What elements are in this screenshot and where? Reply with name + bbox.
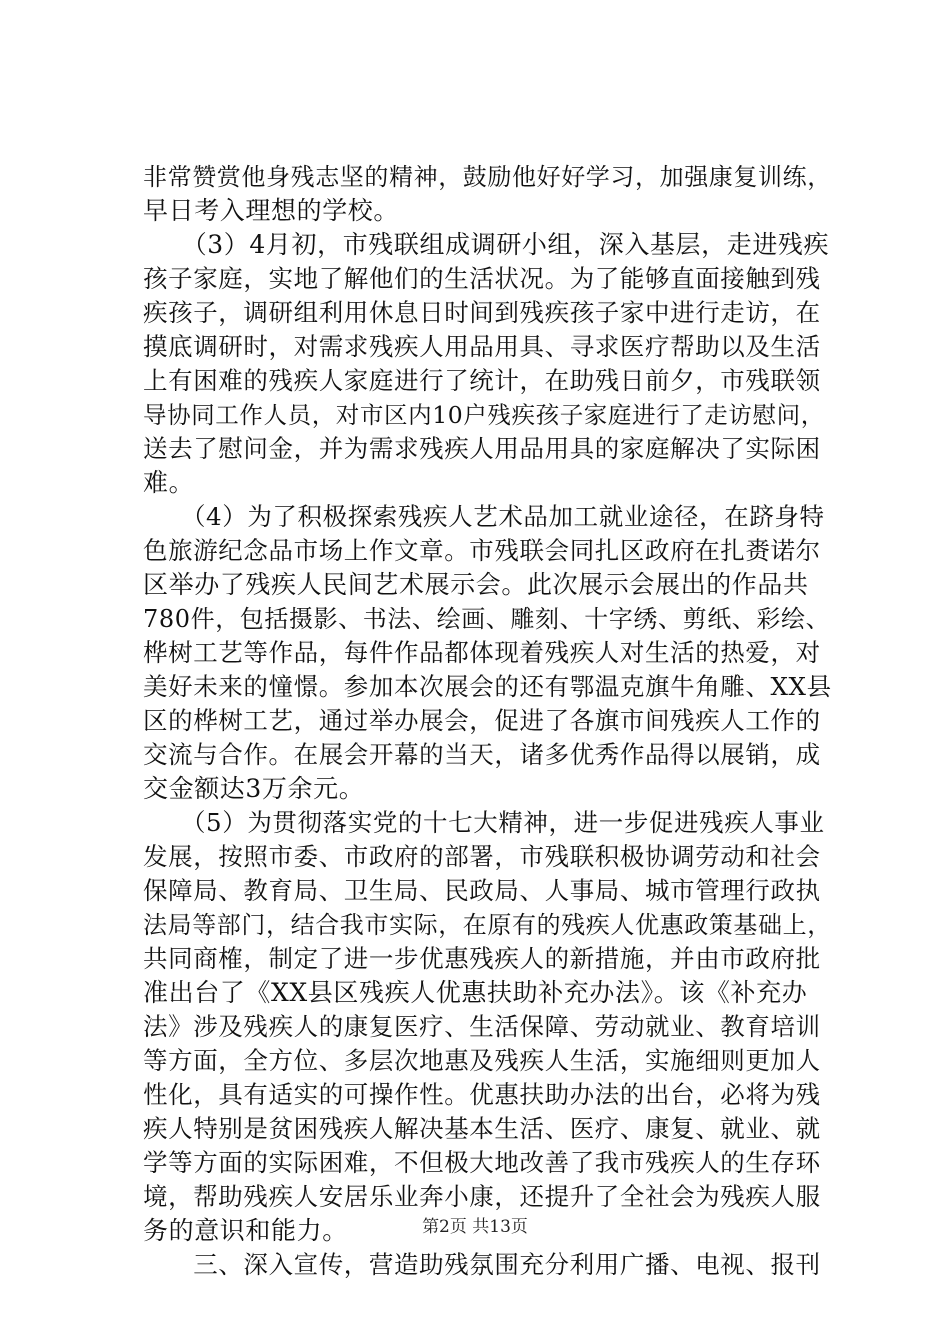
text-line: 早日考入理想的学校。 [143,196,400,225]
text-line: 美好未来的憧憬。参加本次展会的还有鄂温克旗牛角雕、XX县 [143,672,832,701]
text-line: 区的桦树工艺，通过举办展会，促进了各旗市间残疾人工作的 [143,706,821,735]
text-line: 法局等部门，结合我市实际，在原有的残疾人优惠政策基础上， [143,911,832,939]
text-line: 学等方面的实际困难，不但极大地改善了我市残疾人的生存环 [143,1148,821,1177]
text-line: 务的意识和能力。 [143,1216,348,1245]
text-line: 桦树工艺等作品，每件作品都体现着残疾人对生活的热爱，对 [143,638,821,667]
text-line: 孩子家庭，实地了解他们的生活状况。为了能够直面接触到残 [143,264,821,293]
text-line: （5）为贯彻落实党的十七大精神，进一步促进残疾人事业 [143,808,825,837]
text-line: 疾孩子，调研组利用休息日时间到残疾孩子家中进行走访，在 [143,298,821,327]
text-line: 780件，包括摄影、书法、绘画、雕刻、十字绣、剪纸、彩绘、 [143,605,831,633]
text-line: 性化，具有适实的可操作性。优惠扶助办法的出台，必将为残 [143,1080,821,1109]
text-line: 非常赞赏他身残志坚的精神，鼓励他好好学习，加强康复训练， [143,163,832,191]
text-line: 三、深入宣传，营造助残氛围充分利用广播、电视、报刊 [143,1250,821,1279]
text-line: 发展，按照市委、市政府的部署，市残联积极协调劳动和社会 [143,842,821,871]
text-line: 导协同工作人员，对市区内10户残疾孩子家庭进行了走访慰问， [143,401,825,429]
text-line: 境，帮助残疾人安居乐业奔小康，还提升了全社会为残疾人服 [143,1182,821,1211]
text-line: 区举办了残疾人民间艺术展示会。此次展示会展出的作品共 [143,570,809,599]
text-line: 准出台了《XX县区残疾人优惠扶助补充办法》。该《补充办 [143,978,808,1007]
text-line: 保障局、教育局、卫生局、民政局、人事局、城市管理行政执 [143,876,821,905]
text-line: 疾人特别是贫困残疾人解决基本生活、医疗、康复、就业、就 [143,1114,821,1143]
page-footer: 第2页 共13页 [422,1217,528,1237]
text-line: 共同商榷，制定了进一步优惠残疾人的新措施，并由市政府批 [143,944,821,973]
text-line: 交金额达3万余元。 [143,774,365,803]
text-line: 送去了慰问金，并为需求残疾人用品用具的家庭解决了实际困 [143,434,821,463]
text-line: 交流与合作。在展会开幕的当天，诸多优秀作品得以展销，成 [143,740,821,769]
text-line: 色旅游纪念品市场上作文章。市残联会同扎区政府在扎赉诺尔 [143,536,821,565]
text-line: 上有困难的残疾人家庭进行了统计，在助残日前夕，市残联领 [143,366,821,395]
document-body [143,160,833,1282]
text-line: 难。 [143,468,195,497]
text-line: 摸底调研时，对需求残疾人用品用具、寻求医疗帮助以及生活 [143,332,821,361]
text-line: 等方面，全方位、多层次地惠及残疾人生活，实施细则更加人 [143,1046,821,1075]
text-line: （3）4月初，市残联组成调研小组，深入基层，走进残疾 [143,230,830,259]
text-line: 法》涉及残疾人的康复医疗、生活保障、劳动就业、教育培训 [143,1012,821,1041]
text-line: （4）为了积极探索残疾人艺术品加工就业途径，在跻身特 [143,502,825,531]
